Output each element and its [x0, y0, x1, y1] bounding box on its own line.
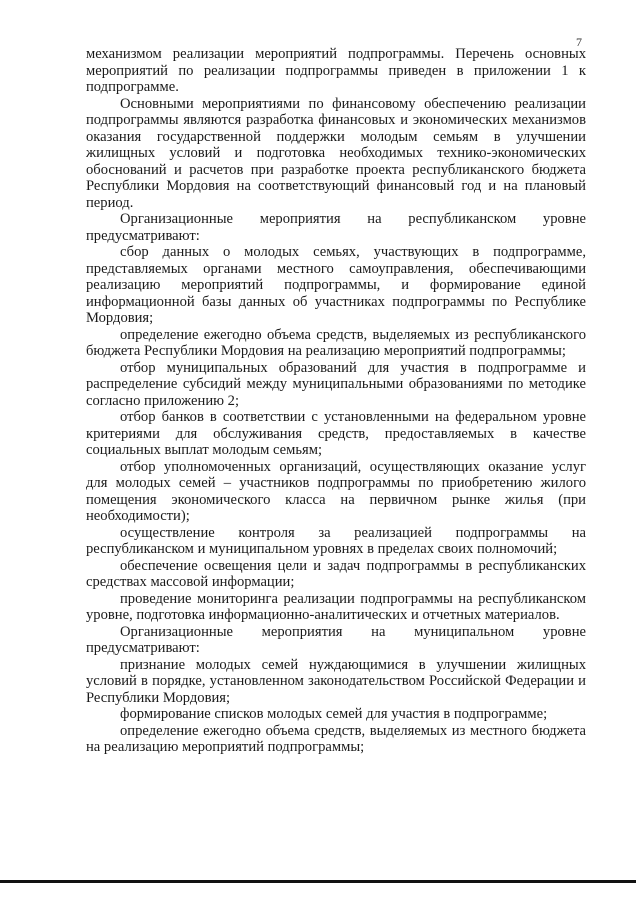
- paragraph: признание молодых семей нуждающимися в улучшении жилищных условий в порядке, установленном законодательством Российской Федерации и Республики Мордовия;: [86, 656, 586, 706]
- paragraph: осуществление контроля за реализацией подпрограммы на республиканском и муниципальном уровнях в пределах своих полномочий;: [86, 524, 586, 557]
- document-body: [86, 46, 586, 756]
- paragraph: определение ежегодно объема средств, выделяемых из республиканского бюджета Республики Мордовия на реализацию мероприятий подпрограммы;: [86, 326, 586, 359]
- paragraph: обеспечение освещения цели и задач подпрограммы в республиканских средствах массовой информации;: [86, 557, 586, 590]
- scan-border-line: [0, 880, 636, 883]
- paragraph: формирование списков молодых семей для участия в подпрограмме;: [120, 706, 548, 722]
- paragraph: Организационные мероприятия на муниципальном уровне предусматривают:: [86, 623, 586, 656]
- paragraph: Организационные мероприятия на республиканском уровне предусматривают:: [86, 211, 586, 244]
- paragraph: сбор данных о молодых семьях, участвующих в подпрограмме, представляемых органами местного самоуправления, обеспечивающими реализацию мероприятий подпрограммы, и формирование единой информационной базы данных об участниках подпрограммы по Республике Мордовия;: [86, 244, 586, 326]
- paragraph: отбор муниципальных образований для участия в подпрограмме и распределение субсидий между муниципальными образованиями по методике согласно приложению 2;: [86, 359, 586, 409]
- paragraph: определение ежегодно объема средств, выделяемых из местного бюджета на реализацию мероприятий подпрограммы;: [86, 722, 586, 755]
- paragraph: отбор уполномоченных организаций, осуществляющих оказание услуг для молодых семей – участников подпрограммы по приобретению жилого помещения экономического класса на первичном рынке жилья (при необходимости);: [86, 458, 586, 524]
- page-number: 7: [576, 35, 582, 49]
- paragraph: механизмом реализации мероприятий подпрограммы. Перечень основных мероприятий по реализации подпрограммы приведен в приложении 1 к подпрограмме.: [86, 46, 586, 95]
- paragraph: проведение мониторинга реализации подпрограммы на республиканском уровне, подготовка информационно-аналитических и отчетных материалов.: [86, 590, 586, 623]
- paragraph: отбор банков в соответствии с установленными на федеральном уровне критериями для обслуживания средств, предоставляемых в качестве социальных выплат молодым семьям;: [86, 409, 586, 458]
- paragraph: Основными мероприятиями по финансовому обеспечению реализации подпрограммы являются разработка финансовых и экономических механизмов оказания государственной поддержки молодым семьям в улучшении жилищных условий и подготовка необходимых технико-экономических обоснований и расчетов при разработке проекта республиканского бюджета Республики Мордовия на соответствующий финансовый год и на плановый период.: [86, 95, 586, 211]
